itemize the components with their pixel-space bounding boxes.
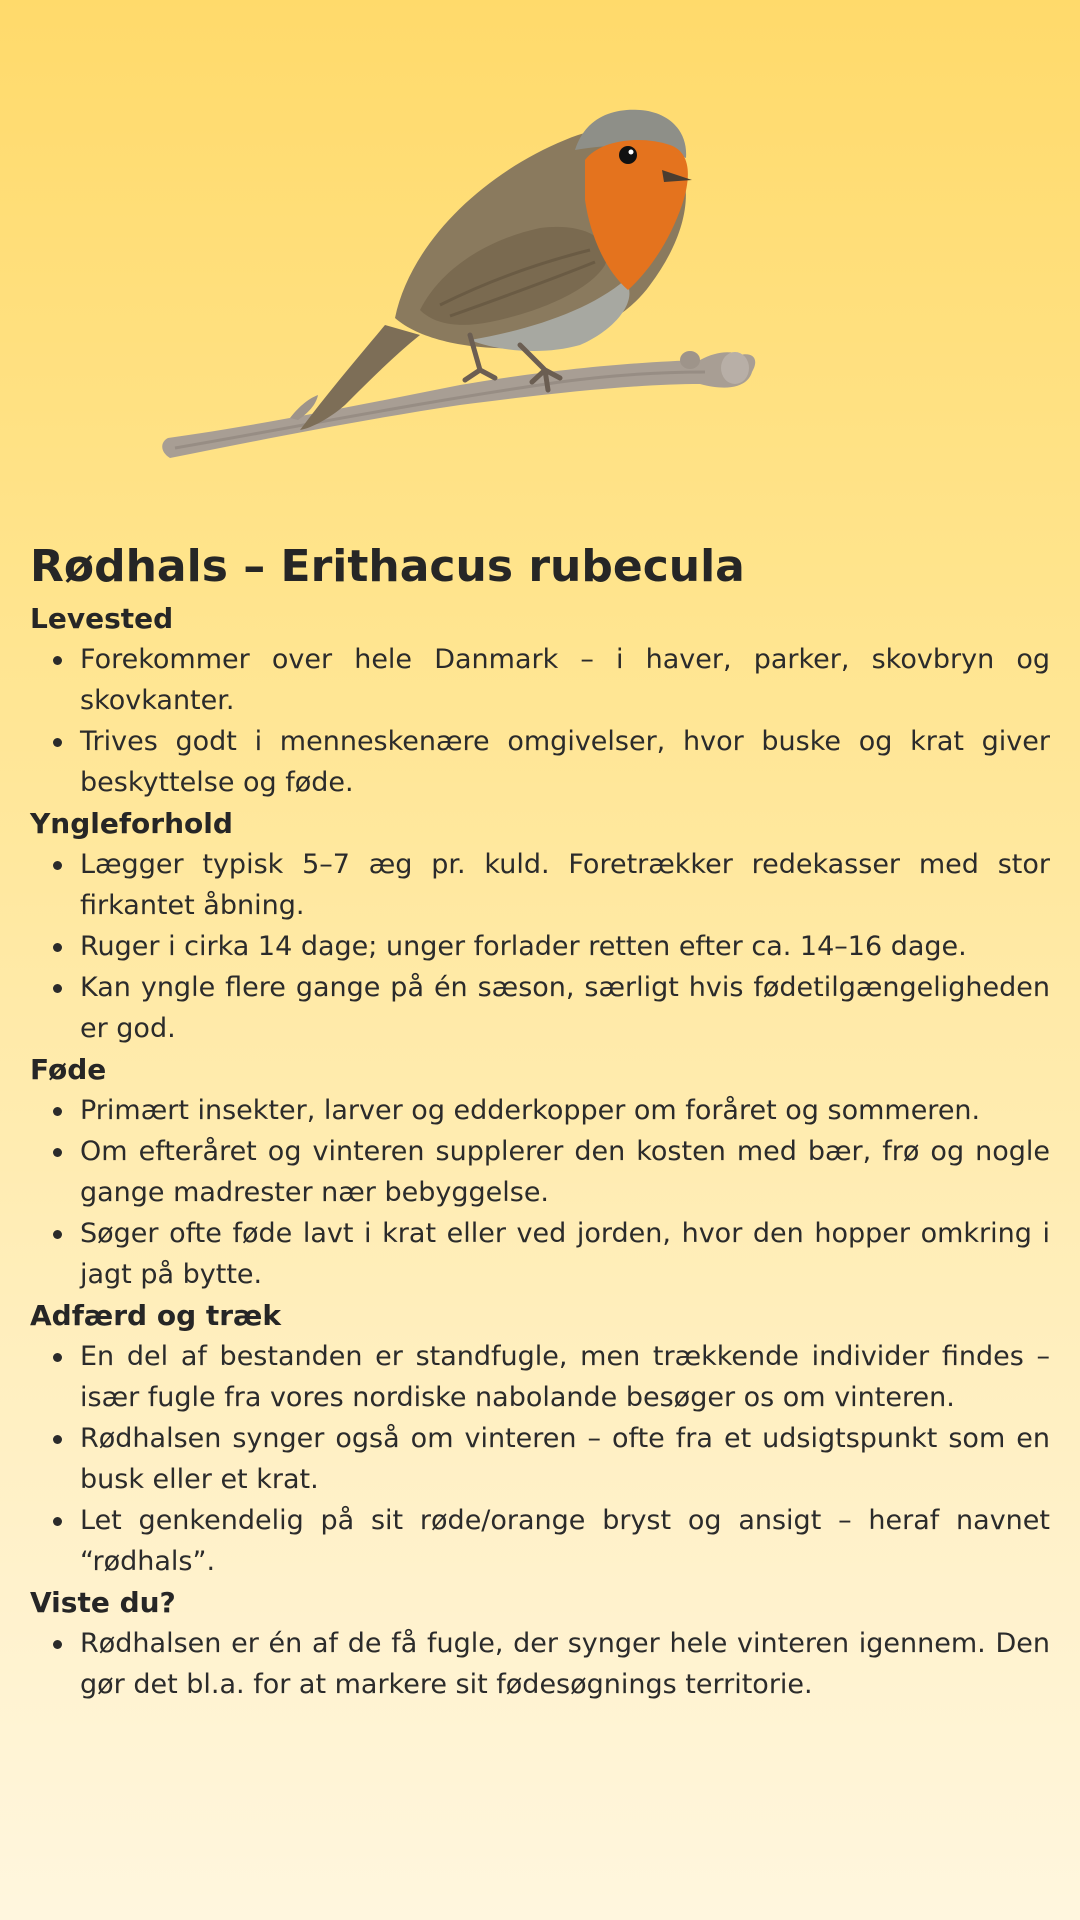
section-heading: Yngleforhold bbox=[30, 807, 233, 840]
hero-illustration bbox=[0, 0, 1080, 520]
section-adfaerd bbox=[30, 1295, 1050, 1582]
section-heading: Adfærd og træk bbox=[30, 1299, 282, 1332]
list-item: Ruger i cirka 14 dage; unger forlader retten efter ca. 14–16 dage. bbox=[80, 926, 1050, 967]
list-item: Søger ofte føde lavt i krat eller ved jorden, hvor den hopper omkring i jagt på bytte. bbox=[80, 1213, 1050, 1295]
bullet-list bbox=[30, 1623, 1050, 1705]
list-item: Lægger typisk 5–7 æg pr. kuld. Foretrækker redekasser med stor firkantet åbning. bbox=[80, 844, 1050, 926]
section-foede bbox=[30, 1049, 1050, 1295]
list-item: En del af bestanden er standfugle, men trækkende individer findes – især fugle fra vores nordiske nabolande besøger os om vinteren. bbox=[80, 1336, 1050, 1418]
bullet-list bbox=[30, 1336, 1050, 1582]
list-item: Rødhalsen er én af de få fugle, der synger hele vinteren igennem. Den gør det bl.a. for at markere sit fødesøgnings territorie. bbox=[80, 1623, 1050, 1705]
bullet-list bbox=[30, 844, 1050, 1049]
page-title: Rødhals – Erithacus rubecula bbox=[30, 541, 745, 592]
section-yngleforhold bbox=[30, 803, 1050, 1049]
list-item: Om efteråret og vinteren supplerer den kosten med bær, frø og nogle gange madrester nær bebyggelse. bbox=[80, 1131, 1050, 1213]
list-item: Trives godt i menneskenære omgivelser, hvor buske og krat giver beskyttelse og føde. bbox=[80, 721, 1050, 803]
robin-bird-on-branch-icon bbox=[0, 0, 1080, 520]
list-item: Let genkendelig på sit røde/orange bryst og ansigt – heraf navnet “rødhals”. bbox=[80, 1500, 1050, 1582]
bullet-list bbox=[30, 1090, 1050, 1295]
branch-icon bbox=[162, 351, 755, 458]
list-item: Kan yngle flere gange på én sæson, særligt hvis fødetilgængeligheden er god. bbox=[80, 967, 1050, 1049]
article-content bbox=[30, 538, 1050, 1705]
section-heading: Føde bbox=[30, 1053, 107, 1086]
section-heading: Viste du? bbox=[30, 1586, 176, 1619]
section-levested bbox=[30, 598, 1050, 803]
section-viste-du bbox=[30, 1582, 1050, 1705]
list-item: Primært insekter, larver og edderkopper om foråret og sommeren. bbox=[80, 1090, 1050, 1131]
list-item: Rødhalsen synger også om vinteren – ofte fra et udsigtspunkt som en busk eller et krat. bbox=[80, 1418, 1050, 1500]
list-item: Forekommer over hele Danmark – i haver, parker, skovbryn og skovkanter. bbox=[80, 639, 1050, 721]
section-heading: Levested bbox=[30, 602, 174, 635]
bullet-list bbox=[30, 639, 1050, 803]
